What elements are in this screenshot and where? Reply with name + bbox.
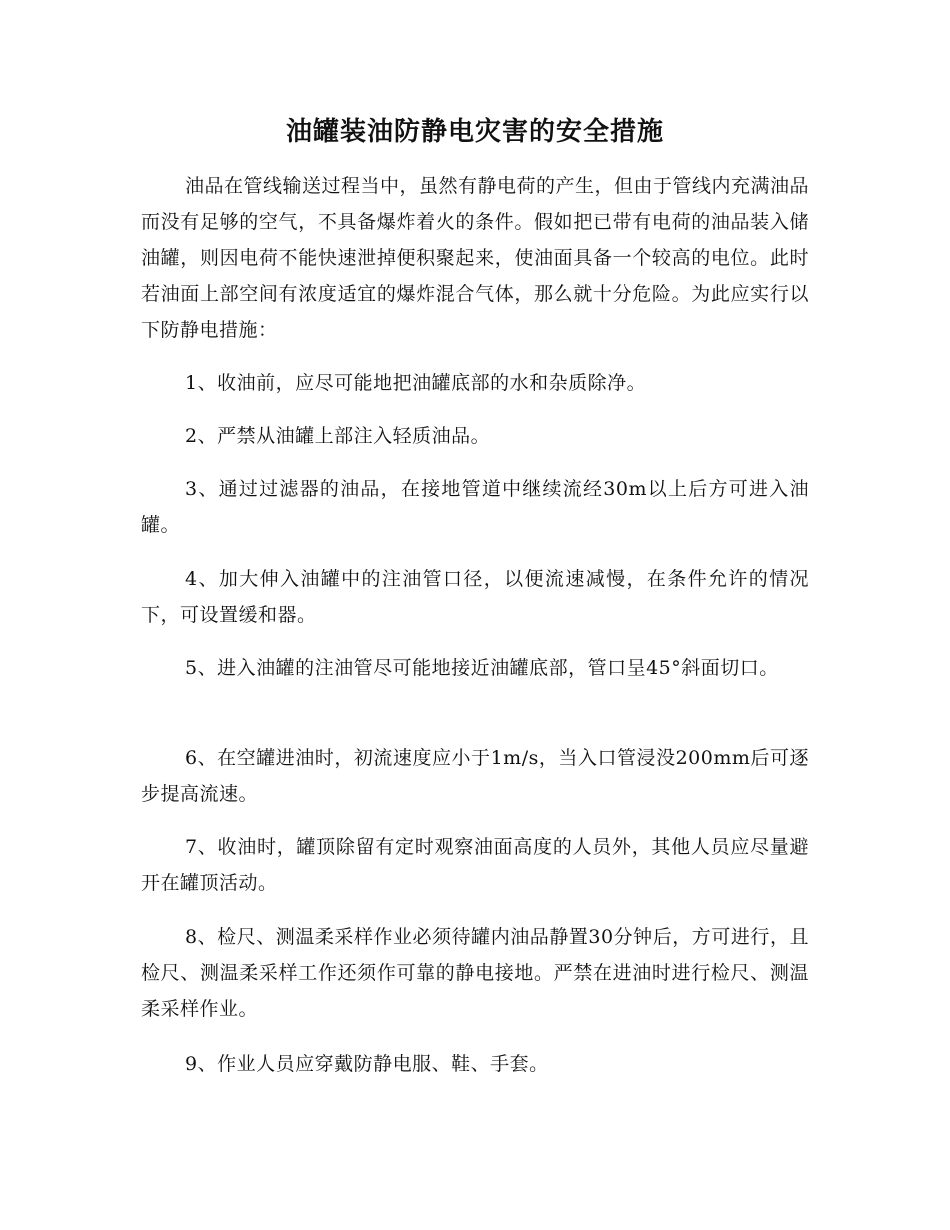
- measure-item-2: 2、严禁从油罐上部注入轻质油品。: [185, 425, 491, 447]
- measure-item-7: 7、收油时，罐顶除留有定时观察油面高度的人员外，其他人员应尽量避开在罐顶活动。: [141, 836, 809, 894]
- page-title: 油罐装油防静电灾害的安全措施: [285, 117, 664, 147]
- measure-item-4: 4、加大伸入油罐中的注油管口径，以便流速减慢，在条件允许的情况下，可设置缓和器。: [141, 568, 809, 626]
- measure-item-5: 5、进入油罐的注油管尽可能地接近油罐底部，管口呈45°斜面切口。: [185, 657, 779, 679]
- measure-item-9: 9、作业人员应穿戴防静电服、鞋、手套。: [185, 1053, 549, 1075]
- measure-item-8: 8、检尺、测温柔采样作业必须待罐内油品静置30分钟后，方可进行，且检尺、测温柔采样工作还须作可靠的静电接地。严禁在进油时进行检尺、测温柔采样作业。: [141, 926, 809, 1020]
- measure-item-6: 6、在空罐进油时，初流速度应小于1m/s，当入口管浸没200mm后可逐步提高流速。: [141, 747, 809, 805]
- measure-item-3: 3、通过过滤器的油品，在接地管道中继续流经30m以上后方可进入油罐。: [141, 478, 809, 536]
- measure-item-1: 1、收油前，应尽可能地把油罐底部的水和杂质除净。: [185, 372, 647, 394]
- intro-paragraph: 油品在管线输送过程当中，虽然有静电荷的产生，但由于管线内充满油品而没有足够的空气，不具备爆炸着火的条件。假如把已带有电荷的油品装入储油罐，则因电荷不能快速泄掉便积聚起来，使油面具备一个较高的电位。此时若油面上部空间有浓度适宜的爆炸混合气体，那么就十分危险。为此应实行以下防静电措施：: [141, 175, 810, 341]
